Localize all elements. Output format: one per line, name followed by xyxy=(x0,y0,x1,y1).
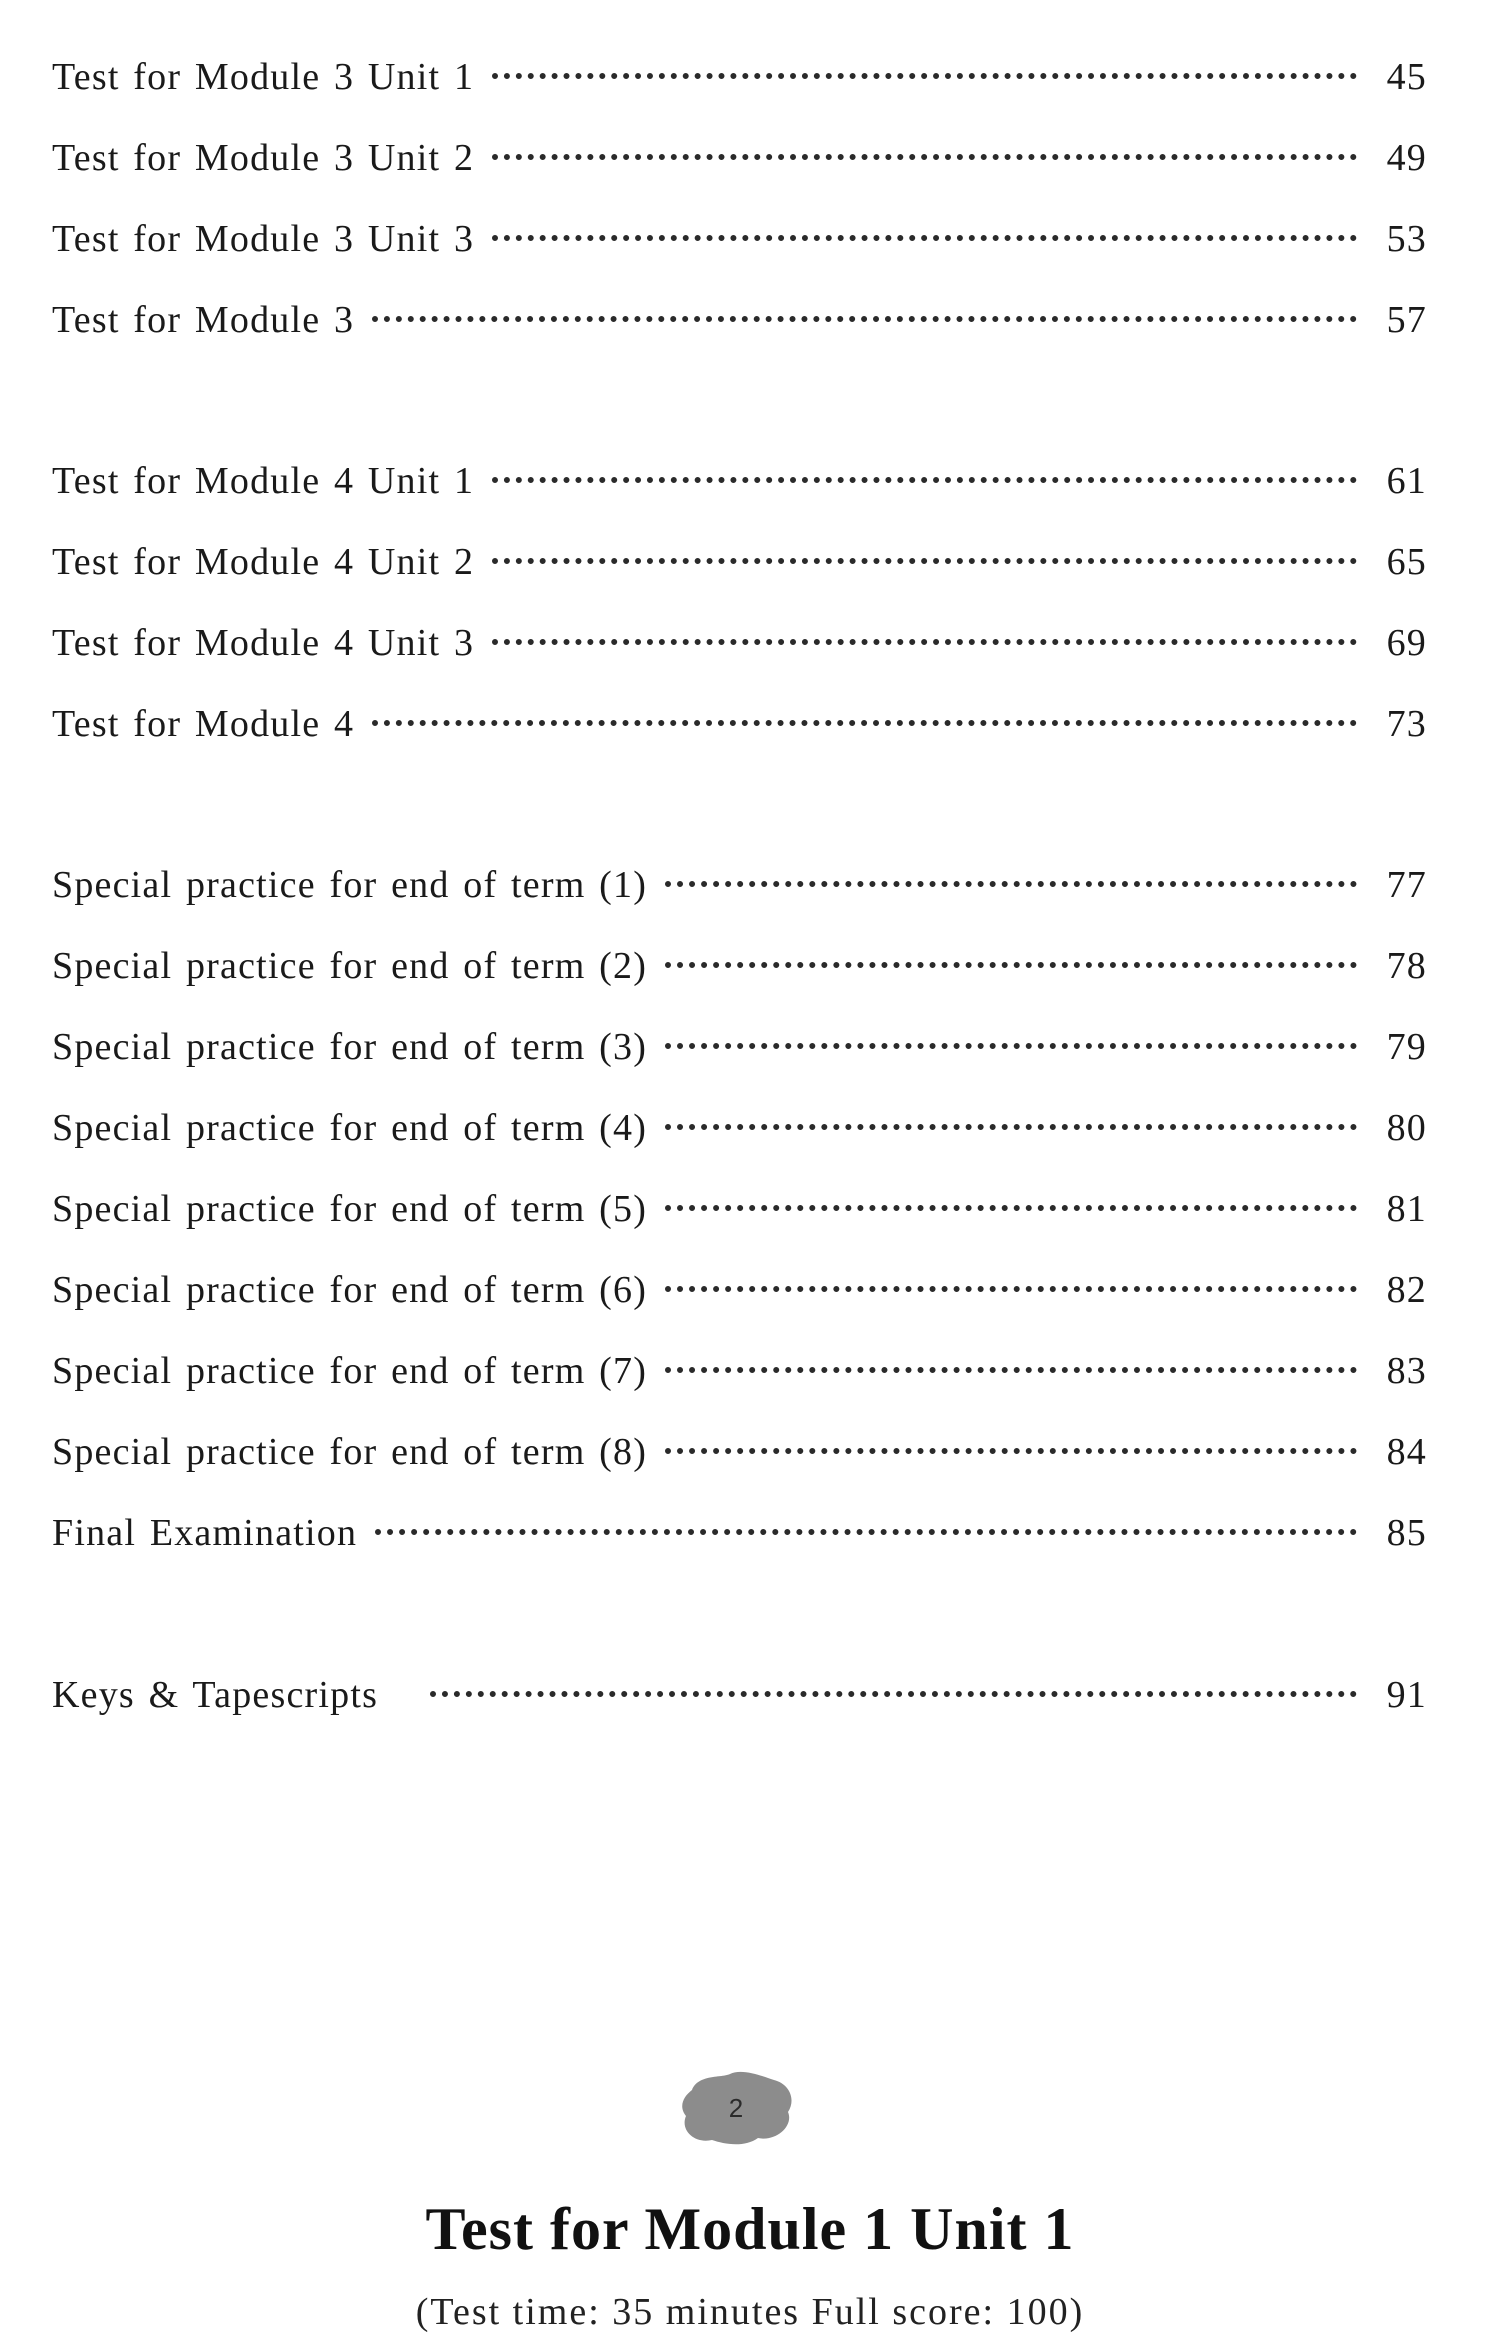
toc-leader-dots xyxy=(665,1448,1357,1454)
toc-leader-dots xyxy=(375,1529,1357,1535)
toc-entry-page: 45 xyxy=(1386,56,1427,98)
toc-entry-title: Test for Module 3 xyxy=(52,299,355,341)
toc-entry-title: Test for Module 4 Unit 3 xyxy=(52,622,475,664)
toc-leader-dots xyxy=(492,558,1357,564)
toc-leader-dots xyxy=(492,477,1357,483)
toc-entry-page: 57 xyxy=(1386,299,1427,341)
toc-leader-dots xyxy=(665,962,1357,968)
toc-entry-page: 65 xyxy=(1386,541,1427,583)
toc-entry[interactable] xyxy=(52,1430,1427,1511)
toc-leader-dots xyxy=(372,316,1357,322)
toc-entry[interactable] xyxy=(52,136,1427,217)
toc-leader-dots xyxy=(665,1286,1357,1292)
toc-entry-title: Special practice for end of term (1) xyxy=(52,864,648,906)
toc-entry-page: 61 xyxy=(1386,460,1427,502)
page-number: 2 xyxy=(728,2092,744,2123)
toc-entry-title: Keys & Tapescripts xyxy=(52,1674,379,1716)
toc-entry-page: 79 xyxy=(1386,1026,1427,1068)
toc-entry[interactable] xyxy=(52,1106,1427,1187)
toc-entry[interactable] xyxy=(52,459,1427,540)
toc-entry-title: Special practice for end of term (7) xyxy=(52,1350,648,1392)
toc-entry-title: Special practice for end of term (5) xyxy=(52,1188,648,1230)
toc-group-module-4 xyxy=(52,459,1427,783)
toc-entry-page: 80 xyxy=(1386,1107,1427,1149)
toc-entry[interactable] xyxy=(52,217,1427,298)
toc-group-special-practice xyxy=(52,863,1427,1592)
page-number-badge xyxy=(678,2068,794,2148)
toc-entry[interactable] xyxy=(52,1268,1427,1349)
toc-entry[interactable] xyxy=(52,944,1427,1025)
toc-leader-dots xyxy=(372,720,1357,726)
toc-entry-title: Special practice for end of term (4) xyxy=(52,1107,648,1149)
toc-leader-dots xyxy=(492,154,1357,160)
toc-entry-page: 53 xyxy=(1386,218,1427,260)
toc-leader-dots xyxy=(665,1043,1357,1049)
toc-entry-title: Test for Module 4 Unit 1 xyxy=(52,460,475,502)
toc-group-module-3 xyxy=(52,55,1427,379)
toc-entry-page: 49 xyxy=(1386,137,1427,179)
toc-entry[interactable] xyxy=(52,1511,1427,1592)
toc-entry-page: 83 xyxy=(1386,1350,1427,1392)
toc-entry-title: Test for Module 3 Unit 1 xyxy=(52,56,475,98)
toc-entry[interactable] xyxy=(52,1187,1427,1268)
toc-entry-page: 77 xyxy=(1386,864,1427,906)
toc-entry-title: Special practice for end of term (3) xyxy=(52,1026,648,1068)
toc-entry-page: 69 xyxy=(1386,622,1427,664)
toc-entry-page: 91 xyxy=(1386,1674,1427,1716)
toc-entry-page: 78 xyxy=(1386,945,1427,987)
toc-leader-dots xyxy=(665,1367,1357,1373)
toc-entry[interactable] xyxy=(52,298,1427,379)
toc-entry-title: Final Examination xyxy=(52,1512,358,1554)
toc-entry[interactable] xyxy=(52,55,1427,136)
toc-leader-dots xyxy=(492,73,1357,79)
toc-group-keys xyxy=(52,1673,1427,1754)
toc-entry-title: Test for Module 3 Unit 2 xyxy=(52,137,475,179)
toc-entry[interactable] xyxy=(52,863,1427,944)
toc-entry[interactable] xyxy=(52,1025,1427,1106)
toc-entry[interactable] xyxy=(52,621,1427,702)
toc-entry-page: 82 xyxy=(1386,1269,1427,1311)
toc-entry-page: 81 xyxy=(1386,1188,1427,1230)
section-subtitle: (Test time: 35 minutes Full score: 100) xyxy=(415,2291,1085,2333)
toc-entry[interactable] xyxy=(52,1349,1427,1430)
toc-entry-page: 84 xyxy=(1386,1431,1427,1473)
table-of-contents xyxy=(52,55,1427,1834)
toc-leader-dots xyxy=(492,235,1357,241)
toc-entry[interactable] xyxy=(52,540,1427,621)
toc-entry-title: Special practice for end of term (8) xyxy=(52,1431,648,1473)
toc-leader-dots xyxy=(665,1205,1357,1211)
toc-leader-dots xyxy=(492,639,1357,645)
toc-leader-dots xyxy=(665,1124,1357,1130)
toc-entry-page: 85 xyxy=(1386,1512,1427,1554)
toc-entry-title: Test for Module 4 xyxy=(52,703,355,745)
toc-entry-title: Test for Module 3 Unit 3 xyxy=(52,218,475,260)
toc-entry[interactable] xyxy=(52,702,1427,783)
toc-leader-dots xyxy=(665,881,1357,887)
toc-entry-title: Special practice for end of term (6) xyxy=(52,1269,648,1311)
toc-entry[interactable] xyxy=(52,1673,1427,1754)
toc-entry-title: Special practice for end of term (2) xyxy=(52,945,648,987)
toc-entry-title: Test for Module 4 Unit 2 xyxy=(52,541,475,583)
toc-entry-page: 73 xyxy=(1386,703,1427,745)
section-title: Test for Module 1 Unit 1 xyxy=(425,2196,1075,2262)
toc-leader-dots xyxy=(430,1691,1357,1697)
